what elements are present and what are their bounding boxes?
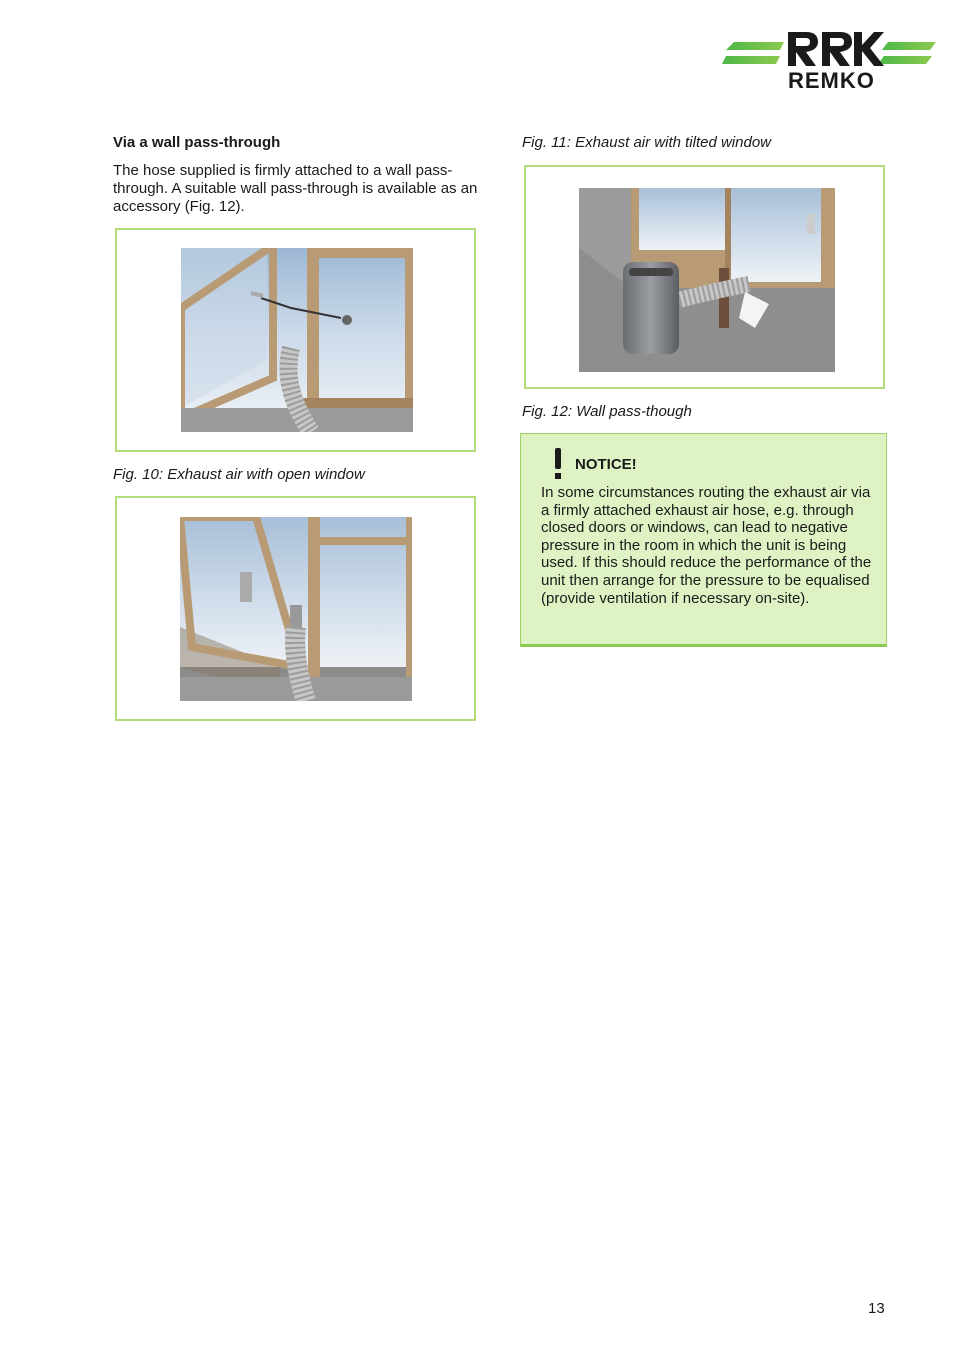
figure-10-illustration <box>181 248 413 432</box>
exclamation-icon <box>551 448 565 480</box>
figure-10-caption: Fig. 10: Exhaust air with open window <box>113 466 365 483</box>
figure-12-box <box>524 165 885 389</box>
logo-wordmark: REMKO <box>788 68 875 93</box>
remko-logo <box>722 28 938 94</box>
page-number: 13 <box>868 1300 885 1317</box>
notice-title: NOTICE! <box>575 456 637 473</box>
notice-box <box>520 433 887 647</box>
figure-10-box <box>115 228 476 452</box>
section-heading: Via a wall pass-through <box>113 134 281 151</box>
figure-12-caption: Fig. 12: Wall pass-though <box>522 403 692 420</box>
figure-11-box <box>115 496 476 721</box>
figure-11-illustration <box>180 517 412 701</box>
figure-11-caption: Fig. 11: Exhaust air with tilted window <box>522 134 772 151</box>
section-body: The hose supplied is firmly attached to a wall pass-through. A suitable wall pass-through is available as an accessory (Fig. 12). <box>113 162 478 215</box>
figure-12-illustration <box>579 188 835 372</box>
notice-text: In some circumstances routing the exhaust air via a firmly attached exhaust air hose, e.g. through closed doors or windows, can lead to negative pressure in the room in which the unit is being used. If this should reduce the performance of the unit then arrange for the pressure to be equalised (provide ventilation if necessary on-site). <box>541 484 872 607</box>
